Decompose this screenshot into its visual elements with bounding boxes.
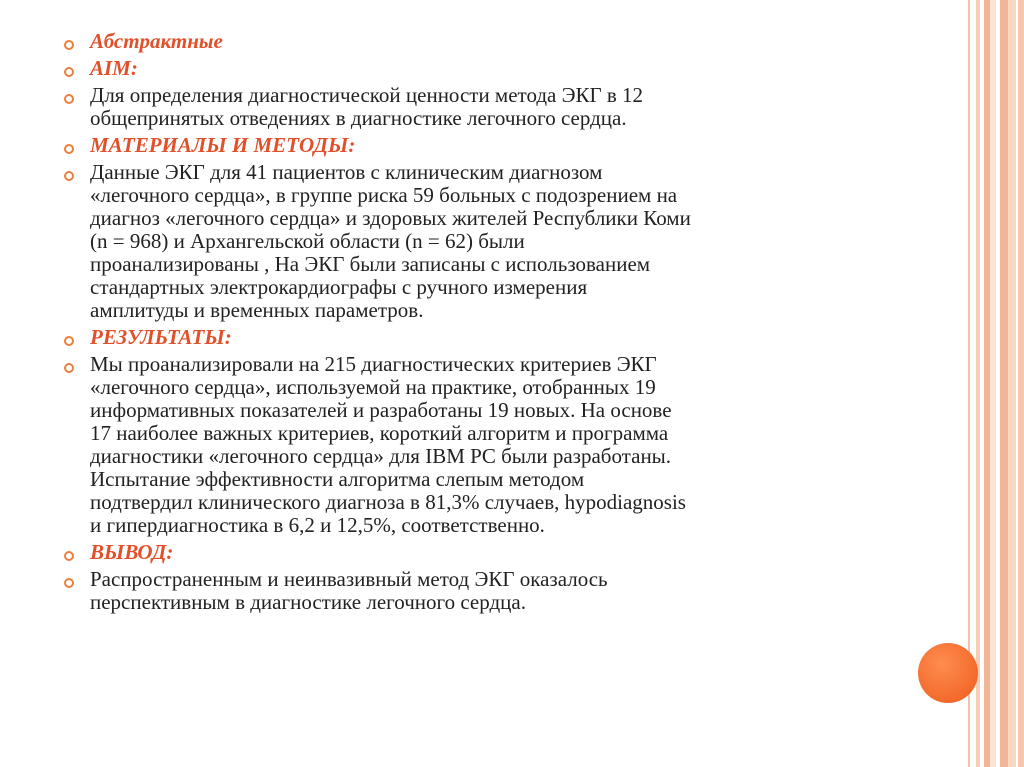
bullet-icon — [60, 84, 90, 106]
bullet-icon — [60, 353, 90, 375]
heading-conclusion: ВЫВОД: — [90, 540, 174, 564]
bullet-icon — [60, 134, 90, 156]
list-item — [60, 568, 940, 614]
text-line: Мы проанализировали на 215 диагностических критериев ЭКГ — [90, 352, 657, 376]
text-line: стандартных электрокардиографы с ручного измерения — [90, 275, 588, 299]
text-line: подтвердил клинического диагноза в 81,3% случаев, hypodiagnosis — [90, 490, 686, 514]
decorative-stripes — [976, 0, 1024, 767]
text-line: перспективным в диагностике легочного сердца. — [90, 590, 526, 614]
text-line: диагностики «легочного сердца» для IBM PC были разработаны. — [90, 444, 672, 468]
text-line: диагноз «легочного сердца» и здоровых жителей Республики Коми — [90, 206, 691, 230]
list-item — [60, 326, 940, 349]
slide-content — [60, 30, 940, 618]
text-line: общепринятых отведениях в диагностике легочного сердца. — [90, 106, 627, 130]
text-line: Для определения диагностической ценности метода ЭКГ в 12 — [90, 83, 644, 107]
bullet-icon — [60, 57, 90, 79]
text-line: информативных показателей и разработаны 19 новых. На основе — [90, 398, 672, 422]
methods-text — [90, 161, 691, 322]
heading-aim: AIM: — [90, 56, 138, 80]
list-item — [60, 84, 940, 130]
text-line: «легочного сердца», в группе риска 59 больных с подозрением на — [90, 183, 678, 207]
text-line: (n = 968) и Архангельской области (n = 62) были — [90, 229, 525, 253]
bullet-icon — [60, 161, 90, 183]
list-item — [60, 30, 940, 53]
text-line: «легочного сердца», используемой на практике, отобранных 19 — [90, 375, 656, 399]
bullet-icon — [60, 326, 90, 348]
heading-methods: МАТЕРИАЛЫ И МЕТОДЫ: — [90, 133, 356, 157]
text-line: и гипердиагностика в 6,2 и 12,5%, соответственно. — [90, 513, 545, 537]
text-line: Испытание эффективности алгоритма слепым методом — [90, 467, 585, 491]
text-line: Распространенным и неинвазивный метод ЭКГ оказалось — [90, 567, 608, 591]
heading-results: РЕЗУЛЬТАТЫ: — [90, 325, 232, 349]
heading-abstract: Абстрактные — [90, 29, 223, 53]
orange-circle-decoration — [918, 643, 978, 703]
text-line: 17 наиболее важных критериев, короткий алгоритм и программа — [90, 421, 669, 445]
results-text — [90, 353, 686, 537]
text-line: Данные ЭКГ для 41 пациентов с клиническим диагнозом — [90, 160, 603, 184]
list-item — [60, 353, 940, 537]
list-item — [60, 57, 940, 80]
list-item — [60, 161, 940, 322]
aim-text — [90, 84, 643, 130]
text-line: проанализированы , На ЭКГ были записаны с использованием — [90, 252, 651, 276]
bullet-icon — [60, 541, 90, 563]
text-line: амплитуды и временных параметров. — [90, 298, 424, 322]
bullet-icon — [60, 568, 90, 590]
bullet-icon — [60, 30, 90, 52]
list-item — [60, 134, 940, 157]
conclusion-text — [90, 568, 608, 614]
list-item — [60, 541, 940, 564]
